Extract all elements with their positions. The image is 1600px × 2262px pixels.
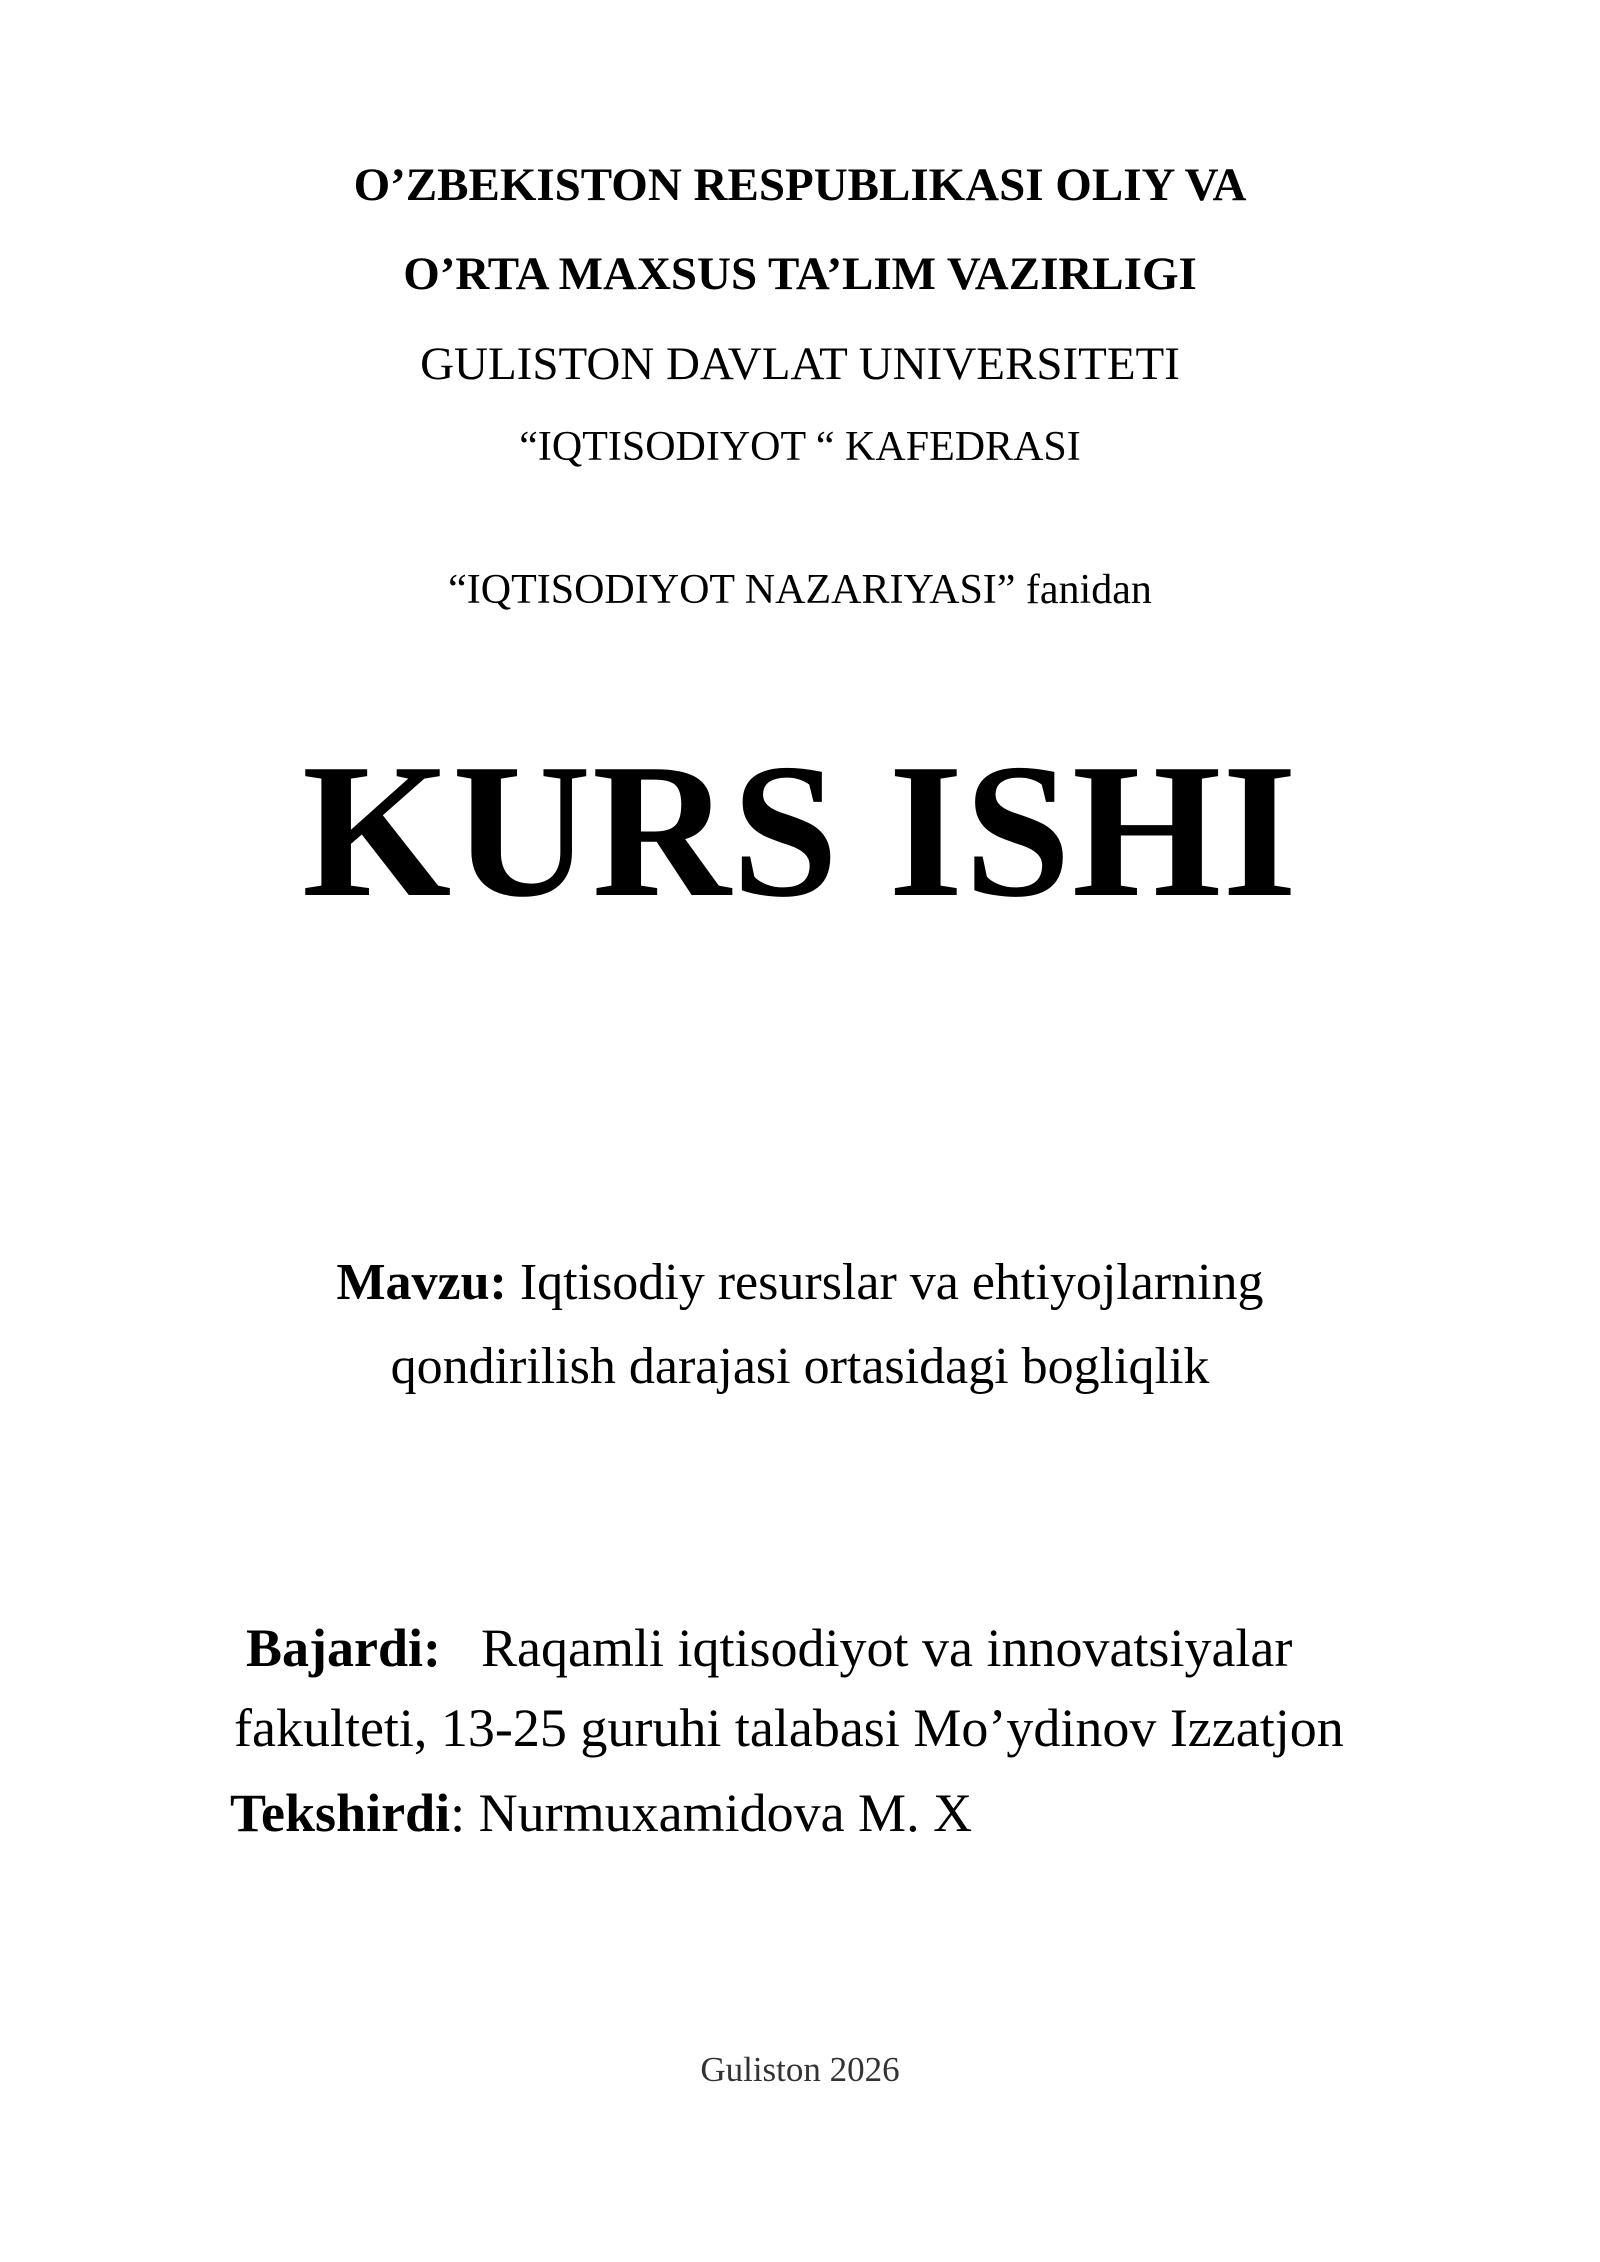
topic-text-line1: Iqtisodiy resurslar va ehtiyojlarning — [506, 1254, 1264, 1311]
performer-text-line1: Raqamli iqtisodiyot va innovatsiyalar — [481, 1618, 1293, 1678]
topic-line1 — [0, 1254, 1600, 1311]
subject-line: “IQTISODIYOT NAZARIYASI” fanidan — [448, 567, 1152, 613]
university-name: GULISTON DAVLAT UNIVERSITETI — [420, 338, 1180, 390]
footer-city-year: Guliston 2026 — [700, 2050, 900, 2089]
main-title: KURS ISHI — [302, 724, 1298, 937]
topic-label: Mavzu: — [336, 1254, 507, 1311]
checker-label: Tekshirdi — [230, 1783, 451, 1843]
checker-line — [230, 1783, 973, 1843]
department-name: “IQTISODIYOT “ KAFEDRASI — [519, 424, 1081, 470]
topic-line2: qondirilish darajasi ortasidagi bogliqlik — [390, 1338, 1210, 1395]
performer-line1 — [246, 1618, 1293, 1678]
performer-label: Bajardi: — [246, 1618, 441, 1678]
checker-value: : Nurmuxamidova M. X — [450, 1783, 973, 1843]
ministry-title-line2: O’RTA MAXSUS TA’LIM VAZIRLIGI — [403, 248, 1197, 300]
performer-line2: fakulteti, 13-25 guruhi talabasi Mo’ydinov Izzatjon — [234, 1698, 1344, 1758]
ministry-title-line1: O’ZBEKISTON RESPUBLIKASI OLIY VA — [353, 159, 1247, 211]
